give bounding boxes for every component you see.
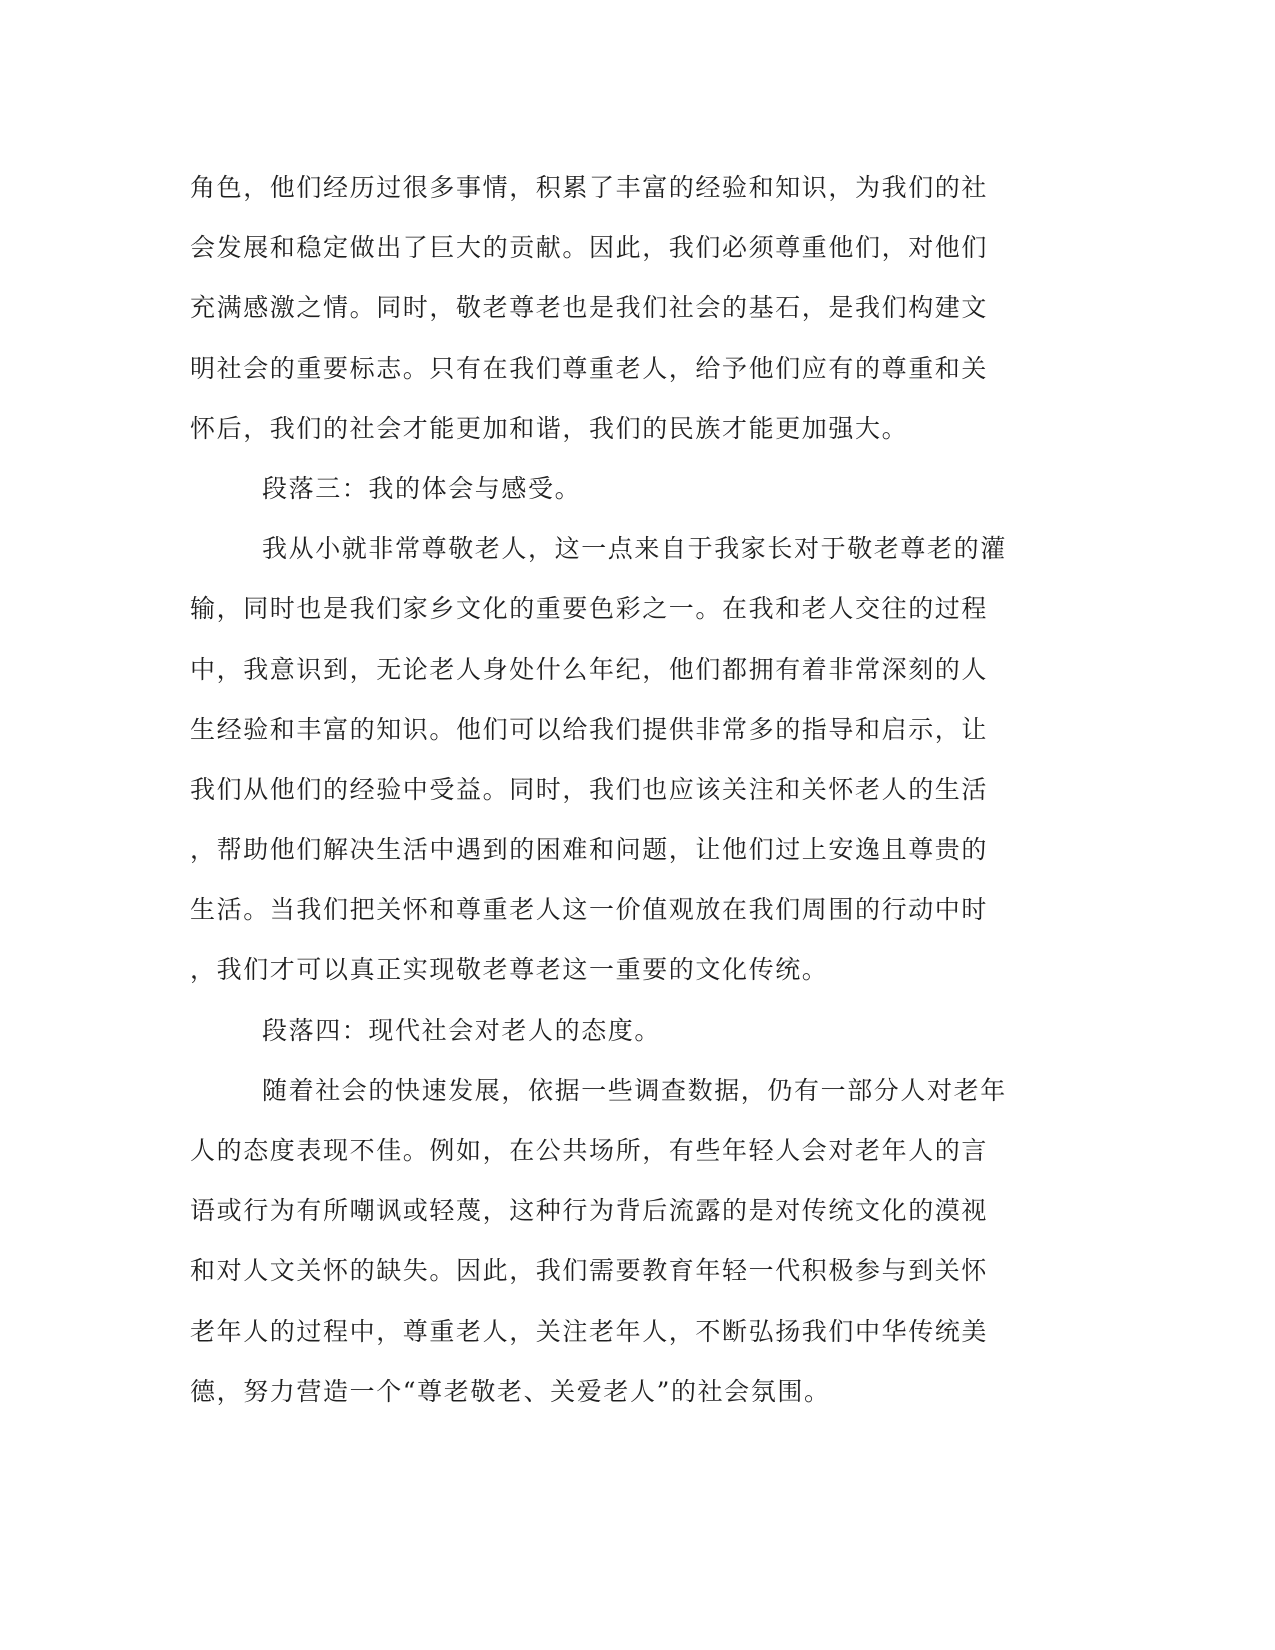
text-line: 语或行为有所嘲讽或轻蔑，这种行为背后流露的是对传统文化的漠视 xyxy=(190,1196,989,1226)
section-heading-4: 段落四：现代社会对老人的态度。 xyxy=(262,1015,662,1045)
text-line: 随着社会的快速发展，依据一些调查数据，仍有一部分人对老年 xyxy=(262,1075,1007,1105)
text-line: 生活。当我们把关怀和尊重老人这一价值观放在我们周围的行动中时 xyxy=(190,895,989,925)
text-line: 充满感激之情。同时，敬老尊老也是我们社会的基石，是我们构建文 xyxy=(190,293,989,323)
text-line: 明社会的重要标志。只有在我们尊重老人，给予他们应有的尊重和关 xyxy=(190,353,989,383)
text-line: 中，我意识到，无论老人身处什么年纪，他们都拥有着非常深刻的人 xyxy=(190,654,989,684)
text-line: 我从小就非常尊敬老人，这一点来自于我家长对于敬老尊老的灌 xyxy=(262,534,1007,564)
text-line: ，帮助他们解决生活中遇到的困难和问题，让他们过上安逸且尊贵的 xyxy=(190,835,989,865)
document-body xyxy=(190,158,1090,1422)
text-line: ，我们才可以真正实现敬老尊老这一重要的文化传统。 xyxy=(190,955,829,985)
text-line: 怀后，我们的社会才能更加和谐，我们的民族才能更加强大。 xyxy=(190,413,909,443)
text-line: 人的态度表现不佳。例如，在公共场所，有些年轻人会对老年人的言 xyxy=(190,1136,989,1165)
text-line: 德，努力营造一个“尊老敬老、关爱老人”的社会氛围。 xyxy=(190,1376,831,1406)
text-line: 和对人文关怀的缺失。因此，我们需要教育年轻一代积极参与到关怀 xyxy=(190,1256,989,1286)
text-line: 老年人的过程中，尊重老人，关注老年人，不断弘扬我们中华传统美 xyxy=(190,1316,989,1346)
text-line: 输，同时也是我们家乡文化的重要色彩之一。在我和老人交往的过程 xyxy=(190,594,989,624)
text-line: 角色，他们经历过很多事情，积累了丰富的经验和知识，为我们的社 xyxy=(190,173,989,202)
text-line: 我们从他们的经验中受益。同时，我们也应该关注和关怀老人的生活 xyxy=(190,774,989,804)
section-heading-3: 段落三：我的体会与感受。 xyxy=(262,473,582,503)
text-line: 会发展和稳定做出了巨大的贡献。因此，我们必须尊重他们，对他们 xyxy=(190,233,989,263)
text-line: 生经验和丰富的知识。他们可以给我们提供非常多的指导和启示，让 xyxy=(190,714,989,744)
